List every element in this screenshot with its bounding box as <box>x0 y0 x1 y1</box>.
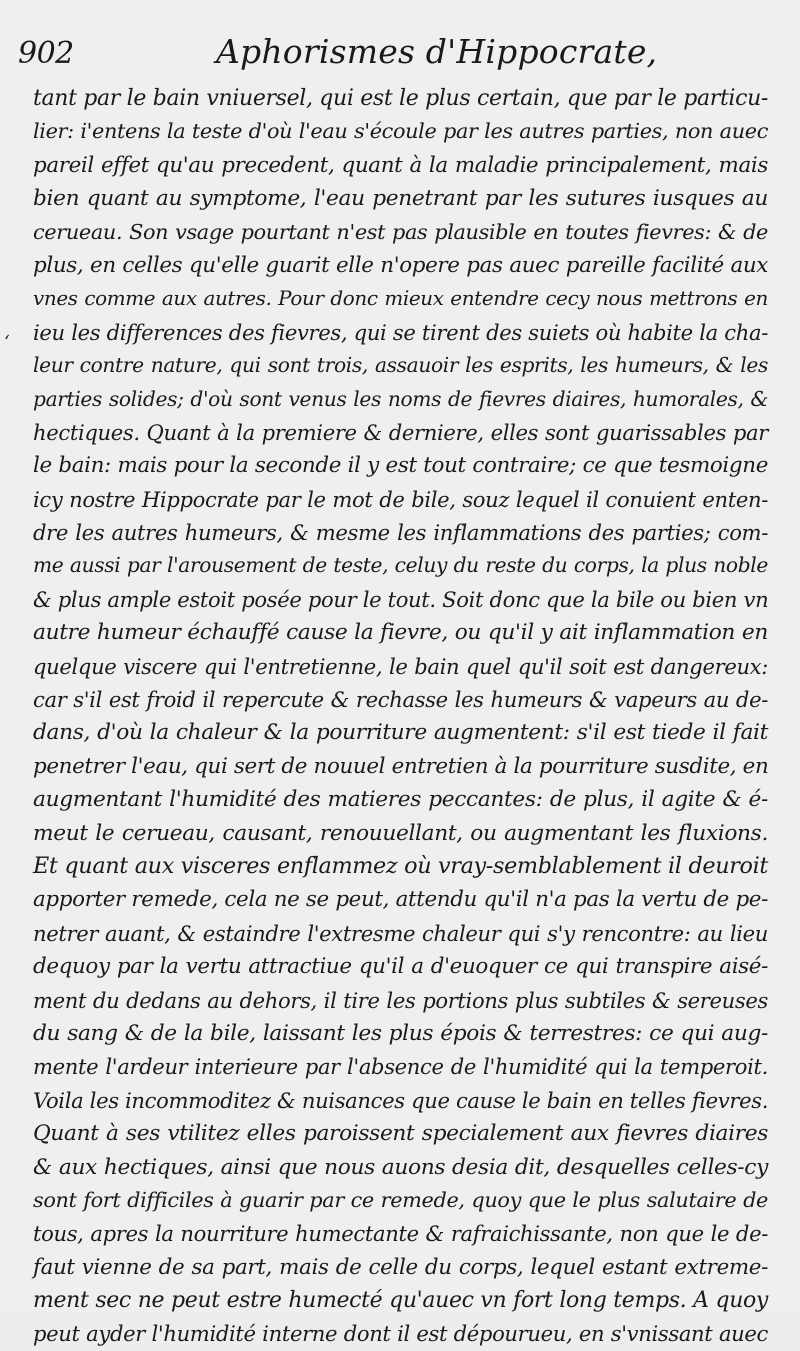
text-line: lier: i'entens la teste d'où l'eau s'écoule par les autres parties, non auec <box>33 119 768 144</box>
text-line: ieu les differences des fievres, qui se tirent des suiets où habite la cha- <box>33 319 768 345</box>
text-line: penetrer l'eau, qui sert de nouuel entretien à la pourriture susdite, en <box>33 753 769 779</box>
text-line: faut vienne de sa part, mais de celle du corps, lequel estant extreme- <box>33 1254 768 1280</box>
text-line: ment du dedans au dehors, il tire les portions plus subtiles & sereuses <box>33 987 768 1013</box>
text-line: Et quant aux visceres enflammez où vray-semblablement il deuroit <box>33 852 768 879</box>
text-line: tous, apres la nourriture humectante & rafraichissante, non que le de- <box>33 1221 768 1247</box>
text-line: & plus ample estoit posée pour le tout. Soit donc que la bile ou bien vn <box>33 586 769 612</box>
text-line: cerueau. Son vsage pourtant n'est pas plausible en toutes fievres: & de <box>33 219 768 244</box>
text-line: bien quant au symptome, l'eau penetrant par les sutures iusques au <box>33 186 768 212</box>
text-line: sont fort difficiles à guarir par ce remede, quoy que le plus salutaire de <box>33 1187 768 1212</box>
text-line: pareil effet qu'au precedent, quant à la maladie principalement, mais <box>33 152 768 178</box>
text-line: plus, en celles qu'elle guarit elle n'opere pas auec pareille facilité aux <box>33 252 768 278</box>
text-line: apporter remede, cela ne se peut, attendu qu'il n'a pas la vertu de pe- <box>33 887 768 913</box>
margin-mark: ‘ <box>4 332 10 353</box>
text-line: dre les autres humeurs, & mesme les inflammations des parties; com- <box>33 520 768 546</box>
text-line: Voila les incommoditez & nuisances que cause le bain en telles fievres. <box>33 1087 769 1113</box>
text-line: du sang & de la bile, laissant les plus épois & terrestres: ce qui aug- <box>33 1020 768 1046</box>
text-line: tant par le bain vniuersel, qui est le plus certain, que par le particu- <box>33 86 768 111</box>
text-line: quelque viscere qui l'entretienne, le bain quel qu'il soit est dangereux: <box>33 653 768 679</box>
text-line: dans, d'où la chaleur & la pourriture augmentent: s'il est tiede il fait <box>33 720 768 746</box>
text-line: car s'il est froid il repercute & rechasse les humeurs & vapeurs au de- <box>33 687 768 713</box>
text-line: icy nostre Hippocrate par le mot de bile, souz lequel il conuient enten- <box>33 486 768 512</box>
page-header <box>18 32 778 82</box>
text-line: netrer auant, & estaindre l'extresme chaleur qui s'y rencontre: au lieu <box>33 920 768 946</box>
text-line: mente l'ardeur interieure par l'absence de l'humidité qui la temperoit. <box>33 1054 768 1080</box>
page-number: 902 <box>18 36 74 71</box>
text-line: peut ayder l'humidité interne dont il est dépourueu, en s'vnissant auec <box>33 1321 768 1347</box>
text-line: autre humeur échauffé cause la fievre, ou qu'il y ait inflammation en <box>33 620 768 646</box>
text-line: meut le cerueau, causant, renouuellant, ou augmentant les fluxions. <box>33 820 768 846</box>
text-line: le bain: mais pour la seconde il y est tout contraire; ce que tesmoigne <box>33 453 768 479</box>
text-line: ment sec ne peut estre humecté qu'auec vn fort long temps. A quoy <box>33 1288 768 1314</box>
text-line: & aux hectiques, ainsi que nous auons desia dit, desquelles celles-cy <box>33 1154 768 1180</box>
text-line: hectiques. Quant à la premiere & derniere, elles sont guarissables par <box>33 419 768 445</box>
body-text <box>33 82 768 1351</box>
text-line: augmentant l'humidité des matieres peccantes: de plus, il agite & é- <box>33 787 768 813</box>
text-line: parties solides; d'où sont venus les noms de fievres diaires, humorales, & <box>33 386 768 411</box>
text-line: me aussi par l'arousement de teste, celuy du reste du corps, la plus noble <box>33 553 768 578</box>
text-line: leur contre nature, qui sont trois, assauoir les esprits, les humeurs, & les <box>33 353 768 378</box>
text-line: vnes comme aux autres. Pour donc mieux entendre cecy nous mettrons en <box>33 287 768 311</box>
text-line: dequoy par la vertu attractiue qu'il a d'euoquer ce qui transpire aisé- <box>33 954 768 980</box>
running-title: Aphorismes d'Hippocrate, <box>216 32 658 71</box>
text-line: Quant à ses vtilitez elles paroissent specialement aux fievres diaires <box>33 1121 768 1147</box>
